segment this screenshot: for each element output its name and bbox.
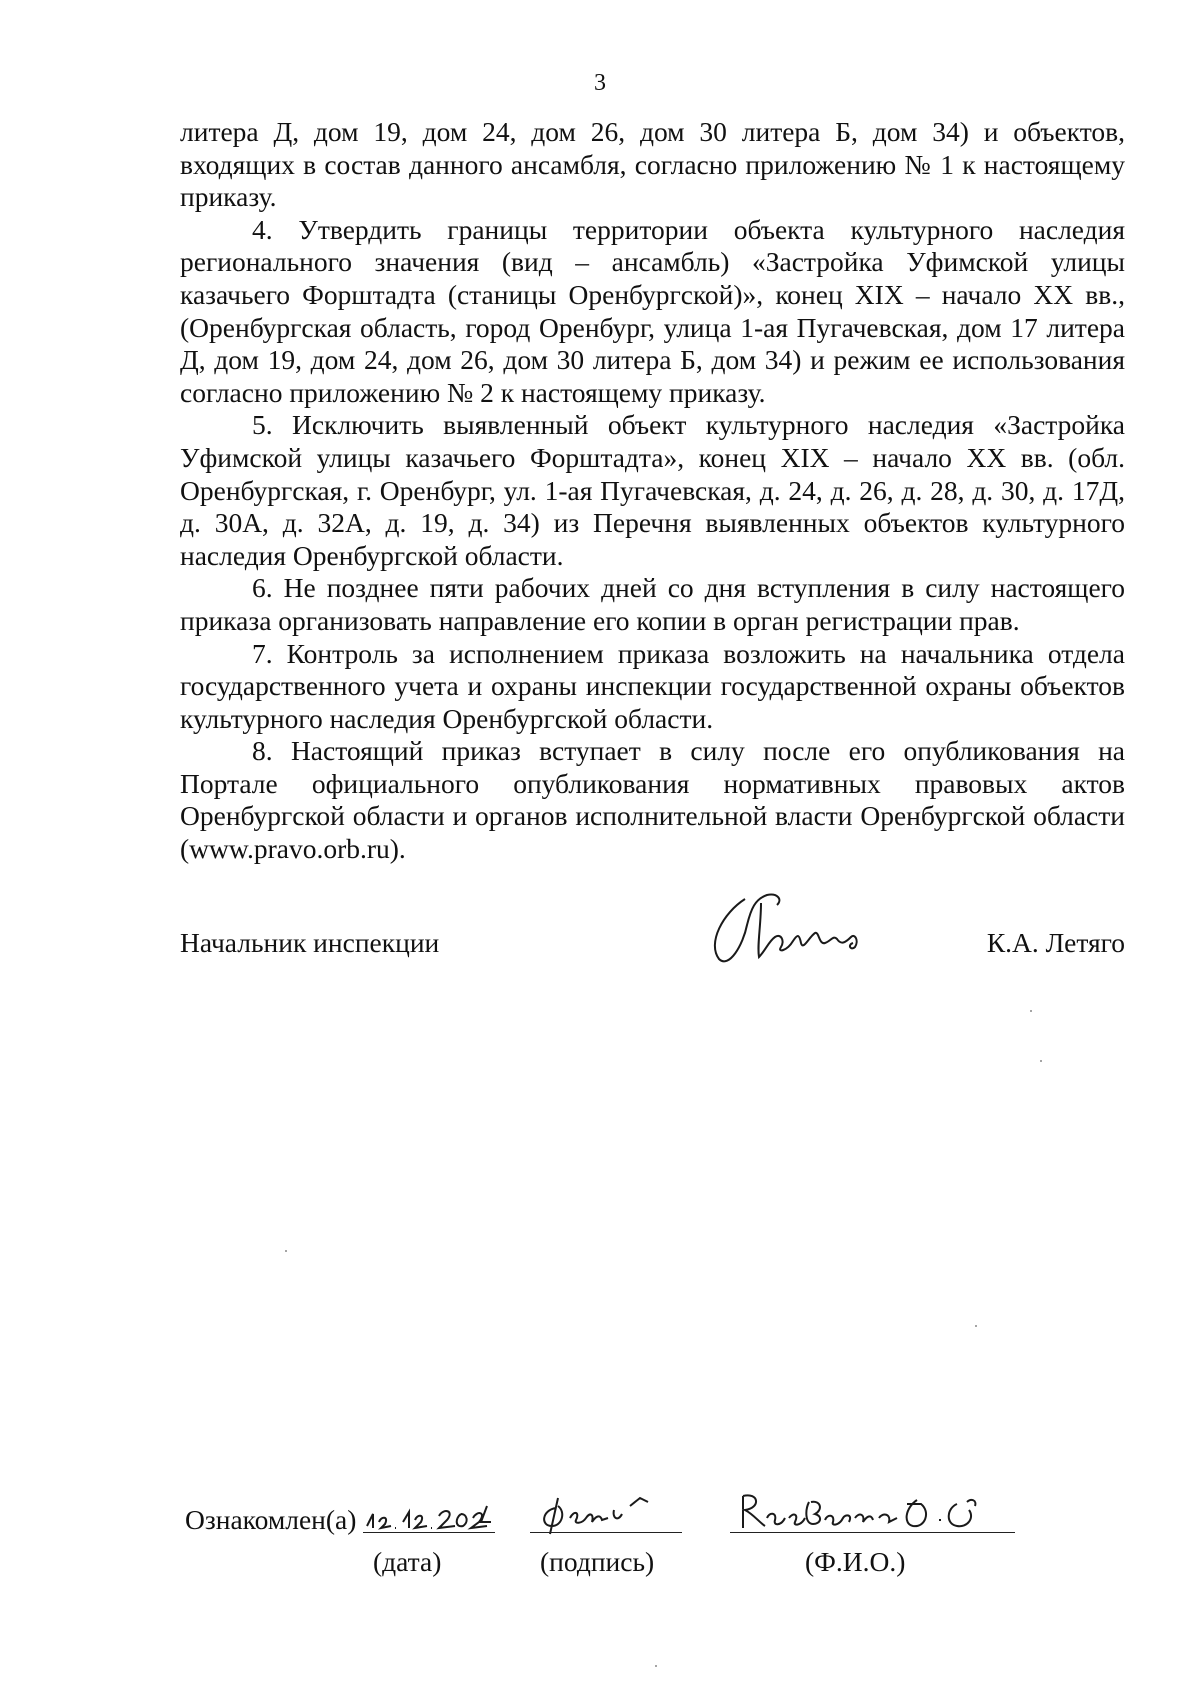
signature-caption: (подпись) [540, 1546, 655, 1577]
page-number: 3 [594, 70, 606, 96]
name-caption: (Ф.И.О.) [805, 1546, 906, 1577]
scan-speck [975, 1325, 977, 1327]
acknowledgement-label: Ознакомлен(а) [185, 1504, 357, 1535]
scan-speck [285, 1250, 287, 1252]
paragraph-item-7: 7. Контроль за исполнением приказа возложить на начальника отдела государственного учета и охраны инспекции государственной охраны объектов культурного наследия Оренбургской области. [180, 637, 1125, 734]
handwritten-signature [695, 885, 895, 975]
acknowledgement-block [185, 1488, 1125, 1578]
name-underline [730, 1532, 1015, 1533]
date-underline [363, 1532, 495, 1533]
scan-speck [1040, 1060, 1042, 1062]
signature-underline [530, 1532, 682, 1533]
date-caption: (дата) [373, 1546, 442, 1577]
paragraph-item-4: 4. Утвердить границы территории объекта культурного наследия регионального значения (вид – ансамбль) «Застройка Уфимской улицы казачьего Форштадта (станицы Оренбургской)», конец XIX – начало XX вв., (Оренбургская область, город Оренбург, улица 1-ая Пугачевская, дом 17 литера Д, дом 19, дом 24, дом 26, дом 30 литера Б, дом 34) и режим ее использования согласно приложению № 2 к настоящему приказу. [180, 213, 1125, 408]
paragraph-continuation: литера Д, дом 19, дом 24, дом 26, дом 30 литера Б, дом 34) и объектов, входящих в состав данного ансамбля, согласно приложению № 1 к настоящему приказу. [180, 116, 1125, 213]
handwritten-initials-signature [530, 1488, 680, 1536]
signer-title: Начальник инспекции [180, 927, 440, 958]
scan-speck [655, 1665, 657, 1667]
handwritten-full-name [735, 1488, 1035, 1536]
paragraph-item-8: 8. Настоящий приказ вступает в силу после его опубликования на Портале официального опубликования нормативных правовых актов Оренбургской области и органов исполнительной власти Оренбургской области (www.pravo.orb.ru). [180, 735, 1125, 865]
paragraph-item-6: 6. Не позднее пяти рабочих дней со дня вступления в силу настоящего приказа организовать направление его копии в орган регистрации прав. [180, 572, 1125, 636]
signer-name: К.А. Летяго [986, 927, 1125, 958]
document-body [180, 116, 1125, 866]
paragraph-item-5: 5. Исключить выявленный объект культурного наследия «Застройка Уфимской улицы казачьего Форштадта», конец XIX – начало XX вв. (обл. Оренбургская, г. Оренбург, ул. 1-ая Пугачевская, д. 24, д. 26, д. 28, д. 30, д. 17Д, д. 30А, д. 32А, д. 19, д. 34) из Перечня выявленных объектов культурного наследия Оренбургской области. [180, 409, 1125, 571]
scan-speck [1030, 1010, 1032, 1012]
signature-block [180, 915, 1125, 975]
